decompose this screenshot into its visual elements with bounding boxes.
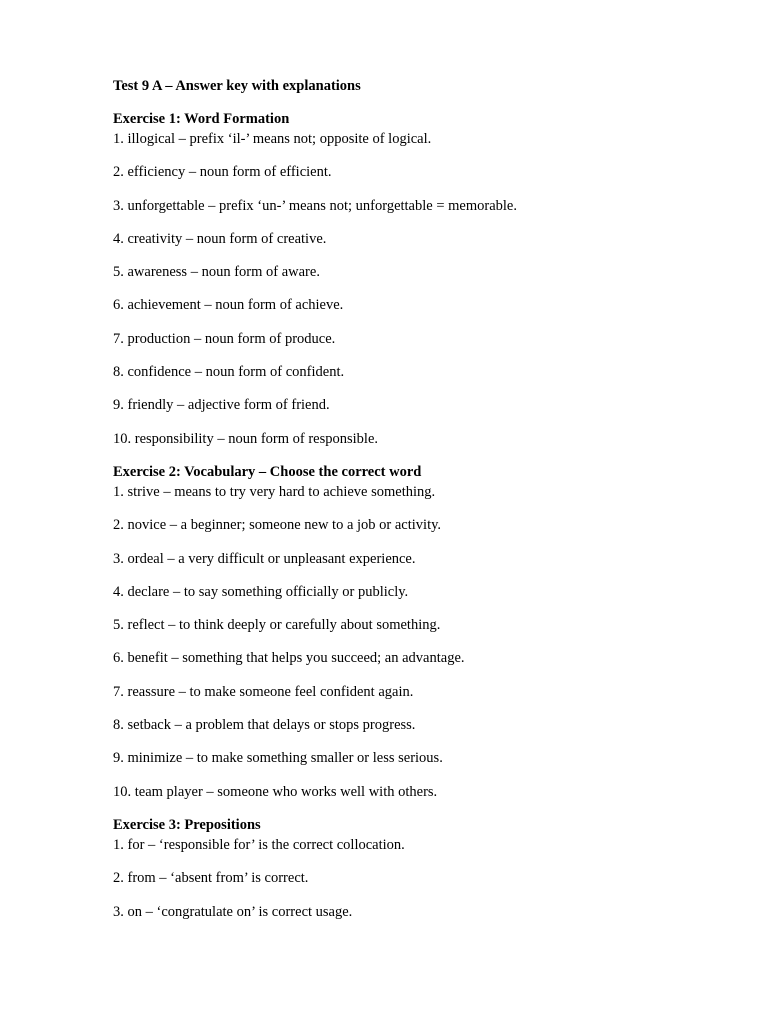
section-exercise-1 (113, 109, 713, 449)
answer-item: 7. production – noun form of produce. (113, 330, 336, 347)
answer-item: 1. strive – means to try very hard to achieve something. (113, 483, 436, 500)
answer-item: 3. on – ‘congratulate on’ is correct usage. (113, 903, 353, 920)
section-heading: Exercise 3: Prepositions (113, 816, 261, 833)
answer-item: 4. declare – to say something officially or publicly. (113, 583, 409, 600)
answer-item: 5. awareness – noun form of aware. (113, 264, 320, 281)
answer-item: 2. novice – a beginner; someone new to a job or activity. (113, 517, 442, 534)
answer-item: 1. for – ‘responsible for’ is the correct collocation. (113, 836, 405, 853)
section-heading: Exercise 1: Word Formation (113, 111, 290, 127)
answer-item: 3. ordeal – a very difficult or unpleasant experience. (113, 550, 416, 567)
section-heading: Exercise 2: Vocabulary – Choose the correct word (113, 463, 422, 480)
answer-item: 4. creativity – noun form of creative. (113, 230, 327, 247)
answer-item: 2. from – ‘absent from’ is correct. (113, 870, 309, 887)
answer-item: 5. reflect – to think deeply or carefully about something. (113, 617, 441, 634)
answer-item: 6. benefit – something that helps you succeed; an advantage. (113, 650, 465, 667)
answer-item: 2. efficiency – noun form of efficient. (113, 164, 332, 181)
answer-item: 3. unforgettable – prefix ‘un-’ means not; unforgettable = memorable. (113, 197, 517, 214)
section-exercise-2 (113, 462, 713, 802)
section-exercise-3 (113, 815, 713, 922)
document-page (113, 76, 713, 935)
answer-item: 1. illogical – prefix ‘il-’ means not; opposite of logical. (113, 131, 432, 147)
answer-item: 10. team player – someone who works well with others. (113, 783, 438, 800)
document-title: Test 9 A – Answer key with explanations (113, 78, 361, 94)
answer-item: 8. confidence – noun form of confident. (113, 364, 345, 381)
answer-item: 9. friendly – adjective form of friend. (113, 397, 330, 414)
answer-item: 8. setback – a problem that delays or stops progress. (113, 717, 416, 734)
answer-item: 10. responsibility – noun form of responsible. (113, 430, 379, 447)
answer-item: 9. minimize – to make something smaller or less serious. (113, 750, 443, 767)
answer-item: 6. achievement – noun form of achieve. (113, 297, 344, 314)
answer-item: 7. reassure – to make someone feel confident again. (113, 683, 414, 700)
